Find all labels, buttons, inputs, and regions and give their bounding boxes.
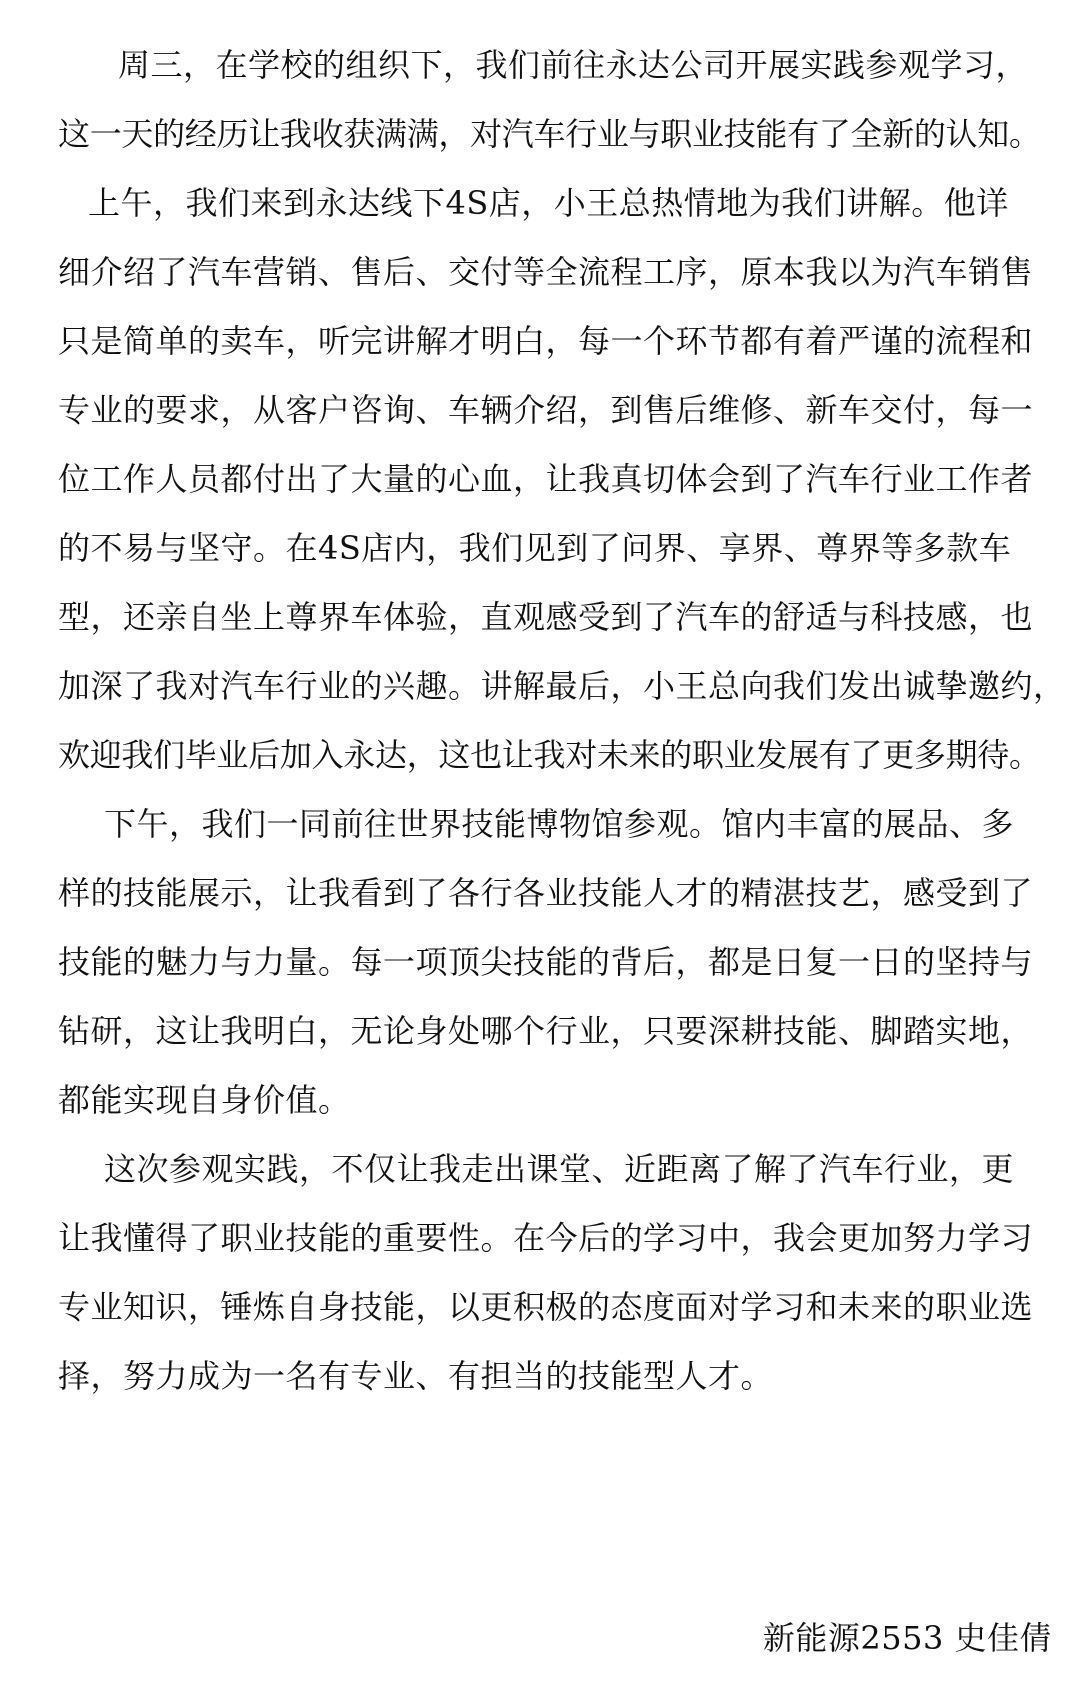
paragraph-2-line-6: 的不易与坚守。在4S店内，我们见到了问界、享界、尊界等多款车 — [58, 529, 1012, 567]
paragraph-2-line-4: 专业的要求，从客户咨询、车辆介绍，到售后维修、新车交付，每一 — [58, 391, 1034, 429]
paragraph-4-line-4: 择，努力成为一名有专业、有担当的技能型人才。 — [58, 1357, 774, 1395]
paragraph-1-line-1: 周三，在学校的组织下，我们前往永达公司开展实践参观学习， — [118, 46, 1029, 84]
paragraph-3-line-1: 下午，我们一同前往世界技能博物馆参观。馆内丰富的展品、多 — [104, 805, 1015, 843]
paragraph-4-line-1: 这次参观实践，不仅让我走出课堂、近距离了解了汽车行业，更 — [104, 1150, 1015, 1188]
paragraph-3-line-5: 都能实现自身价值。 — [58, 1081, 351, 1119]
paragraph-3-line-3: 技能的魅力与力量。每一项顶尖技能的背后，都是日复一日的坚持与 — [58, 943, 1034, 981]
paragraph-3-line-4: 钻研，这让我明白，无论身处哪个行业，只要深耕技能、脚踏实地， — [58, 1012, 1034, 1050]
paragraph-3-line-2: 样的技能展示，让我看到了各行各业技能人才的精湛技艺，感受到了 — [58, 874, 1034, 912]
paragraph-2-line-1: 上午，我们来到永达线下4S店，小王总热情地为我们讲解。他详 — [88, 184, 1009, 222]
paragraph-2-line-5: 位工作人员都付出了大量的心血，让我真切体会到了汽车行业工作者 — [58, 460, 1034, 498]
paragraph-4-line-3: 专业知识，锤炼自身技能，以更积极的态度面对学习和未来的职业选 — [58, 1288, 1034, 1326]
paragraph-4-line-2: 让我懂得了职业技能的重要性。在今后的学习中，我会更加努力学习 — [58, 1219, 1034, 1257]
paragraph-2-line-2: 细介绍了汽车营销、售后、交付等全流程工序，原本我以为汽车销售 — [58, 253, 1034, 291]
paragraph-2-line-9: 欢迎我们毕业后加入永达，这也让我对未来的职业发展有了更多期待。 — [58, 736, 1041, 774]
paragraph-2-line-7: 型，还亲自坐上尊界车体验，直观感受到了汽车的舒适与科技感，也 — [58, 598, 1034, 636]
paragraph-2-line-3: 只是简单的卖车，听完讲解才明白，每一个环节都有着严谨的流程和 — [58, 322, 1034, 360]
paragraph-2-line-8: 加深了我对汽车行业的兴趣。讲解最后，小王总向我们发出诚挚邀约， — [58, 667, 1066, 705]
paragraph-1-line-2: 这一天的经历让我收获满满，对汽车行业与职业技能有了全新的认知。 — [58, 115, 1041, 153]
author-signature: 新能源2553 史佳倩 — [762, 1619, 1052, 1657]
